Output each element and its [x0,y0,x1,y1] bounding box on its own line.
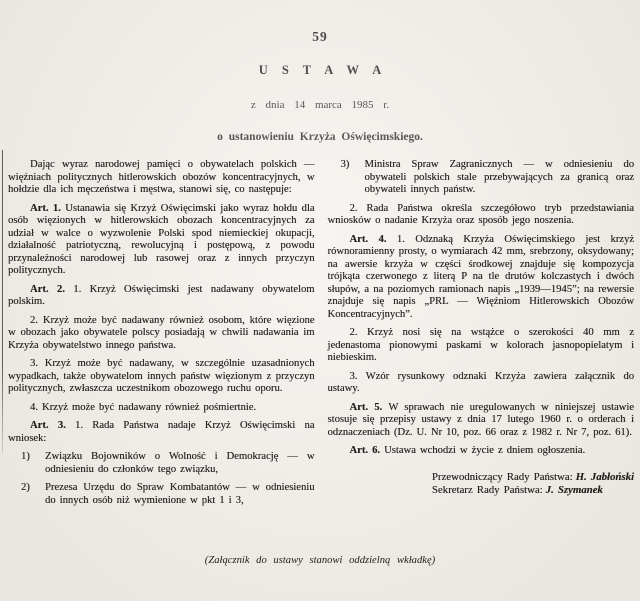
list-item [328,159,635,197]
signature-line [432,484,634,498]
law-title: U S T A W A [258,63,387,77]
scan-edge-artifact [2,150,3,453]
article-label: Art. 1. [30,202,66,214]
list-item-marker: 3) [340,159,350,170]
text-columns [8,159,634,513]
law-subject-line: o ustanowieniu Krzyża Oświęcimskiego. [217,131,423,143]
list-item-text: Prezesa Urzędu do Spraw Kombatantów — w odniesieniu do innych osób niż wymienione w pkt 1 i 3, [45,482,315,506]
list-item-marker: 2) [21,482,30,493]
paragraph: Dając wyraz narodowej pamięci o obywatelach polskich — więźniach politycznych hitlerowskich obozów koncentracyjnych, w hołdzie dla ich męczeństwa i męstwa, stanowi się, co następuje: [8,159,315,195]
signature-role: Przewodniczący Rady Państwa: [431,470,573,483]
paragraph: 3. Krzyż może być nadawany, w szczególnie uzasadnionych wypadkach, także obywatelom innych państw więzionym z przyczyn politycznych, zwłaszcza uczestnikom obozowego ruchu oporu. [8,358,315,394]
list-item-marker: 1) [21,451,30,462]
paragraph: Art. 5. W sprawach nie uregulowanych w niniejszej ustawie stosuje się przepisy ustawy z dnia 17 lutego 1960 r. o orderach i odznaczeniach (Dz. U. Nr 10, poz. 66 oraz z 1982 r. Nr 7, poz. 61). [327,401,634,438]
paragraph: 2. Krzyż może być nadawany również osobom, które więzione w obozach jako obywatele polscy posiadają w chwili nadawania im Krzyża obywatelstwo innego państwa. [8,314,315,351]
paragraph: Art. 3. 1. Rada Państwa nadaje Krzyż Oświęcimski na wniosek: [8,420,315,444]
signature-role: Sekretarz Rady Państwa: [431,484,543,496]
article-label: Art. 5. [349,401,389,413]
paragraph: 2. Rada Państwa określa szczegółowo tryb przedstawiania wniosków o nadanie Krzyża oraz sposób jego noszenia. [327,202,634,226]
paragraph: Art. 1. Ustanawia się Krzyż Oświęcimski jako wyraz hołdu dla osób więzionych w hitlerowskich obozach koncentracyjnych za udział w walce o wyzwolenie Polski spod niemieckiej okupacji, działalność patriotyczną, rewolucyjną i postępową, z powodu przynależności narodowej lub rasowej oraz z innych przyczyn politycznych. [8,202,315,276]
list-item [8,451,315,476]
column-right [328,159,635,513]
article-label: Art. 6. [349,445,385,456]
article-label: Art. 2. [30,283,74,295]
paragraph: 2. Krzyż nosi się na wstążce o szerokości 40 mm z jedenastoma pionowymi paskami w kolorach jasnopopielatym i niebieskim. [327,327,634,363]
paragraph: 4. Krzyż może być nadawany również pośmiertnie. [30,401,257,413]
signature-name: H. Jabłoński [575,470,634,483]
signature-name: J. Szymanek [545,484,603,496]
paragraph: Art. 6. Ustawa wchodzi w życie z dniem ogłoszenia. [349,445,586,456]
article-label: Art. 3. [30,420,76,431]
law-date-line: z dnia 14 marca 1985 r. [250,99,390,111]
paragraph: Art. 2. 1. Krzyż Oświęcimski jest nadawany obywatelom polskim. [8,283,315,307]
signature-line [432,471,634,485]
article-label: Art. 4. [349,233,397,245]
page-number: 59 [312,29,328,44]
list-item-text: Ministra Spraw Zagranicznych — w odniesieniu do obywateli polskich stale przebywających za granicą oraz obywateli innych państw. [364,159,634,195]
paragraph: 3. Wzór rysunkowy odznaki Krzyża zawiera załącznik do ustawy. [327,370,634,394]
signature-block [432,471,634,498]
paragraph: Art. 4. 1. Odznaką Krzyża Oświęcimskiego jest krzyż równoramienny prosty, o wymiarach 42 mm, srebrzony, oksydowany; na awersie krzyża w części środkowej znajduje się kompozycja trójkąta czerwonego z literą P na tle drutów kolczastych i dwóch słupów, a na poziomych ramionach napis „1939—1945”; na rewersie znajduje się napis „PRL — Więźniom Hitlerowskich Obozów Koncentracyjnych”. [327,233,635,320]
column-left [8,159,315,513]
list-item-text: Związku Bojowników o Wolność i Demokrację — w odniesieniu do członków tego związku, [45,451,315,475]
footer-note: (Załącznik do ustawy stanowi oddzielną wkładkę) [204,555,436,566]
list-item [8,482,315,507]
